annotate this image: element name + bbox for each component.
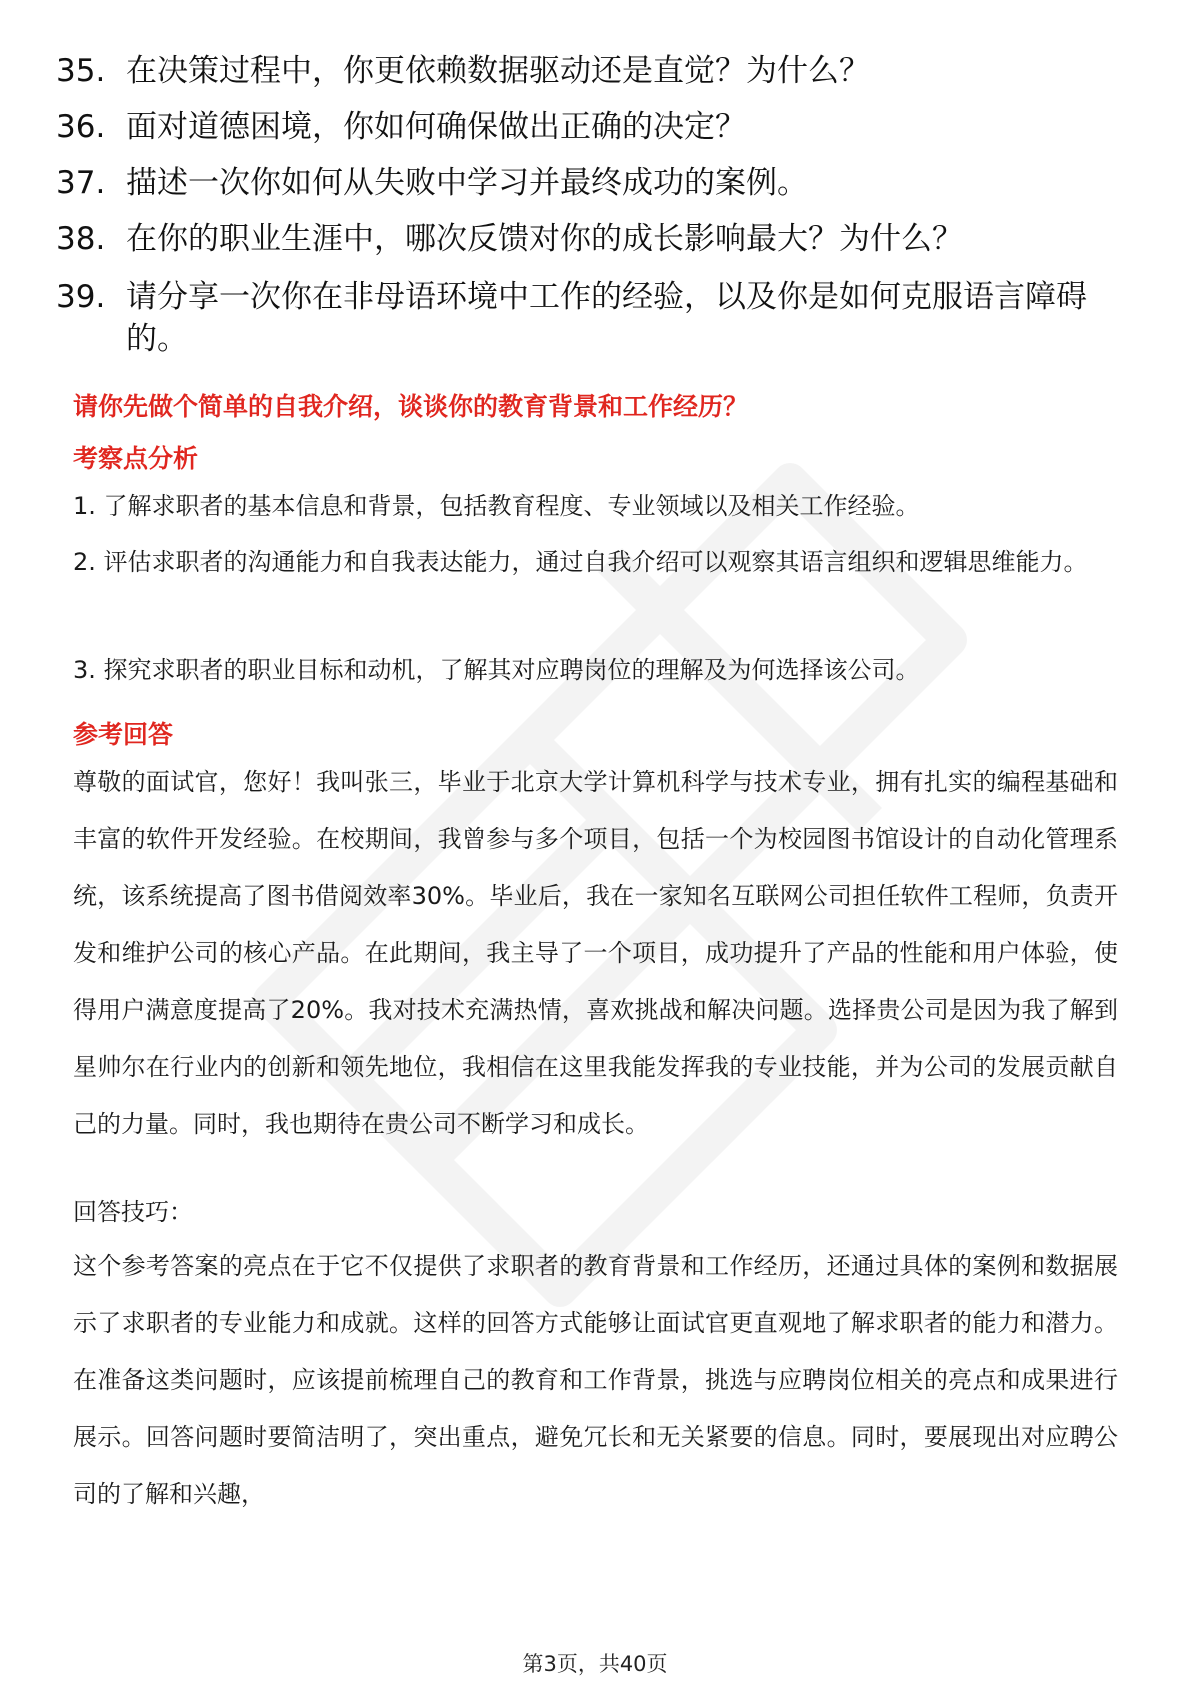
question-item-35 [56, 50, 1116, 92]
analysis-point: 2. 评估求职者的沟通能力和自我表达能力，通过自我介绍可以观察其语言组织和逻辑思维能力。 [73, 548, 1088, 576]
tips-text: 这个参考答案的亮点在于它不仅提供了求职者的教育背景和工作经历，还通过具体的案例和数据展示了求职者的专业能力和成就。这样的回答方式能够让面试官更直观地了解求职者的能力和潜力。在准备这类问题时，应该提前梳理自己的教育和工作背景，挑选与应聘岗位相关的亮点和成果进行展示。回答问题时要简洁明了，突出重点，避免冗长和无关紧要的信息。同时，要展现出对应聘公司的了解和兴趣， [73, 1252, 1118, 1508]
analysis-point: 1. 了解求职者的基本信息和背景，包括教育程度、专业领域以及相关工作经验。 [73, 492, 920, 520]
question-number: 36. [56, 109, 106, 145]
reference-answer: 尊敬的面试官，您好！我叫张三，毕业于北京大学计算机科学与技术专业，拥有扎实的编程基础和丰富的软件开发经验。在校期间，我曾参与多个项目，包括一个为校园图书馆设计的自动化管理系统，该系统提高了图书借阅效率30%。毕业后，我在一家知名互联网公司担任软件工程师，负责开发和维护公司的核心产品。在此期间，我主导了一个项目，成功提升了产品的性能和用户体验，使得用户满意度提高了20%。我对技术充满热情，喜欢挑战和解决问题。选择贵公司是因为我了解到星帅尔在行业内的创新和领先地位，我相信在这里我能发挥我的专业技能，并为公司的发展贡献自己的力量。同时，我也期待在贵公司不断学习和成长。 [73, 768, 1118, 1138]
tips-label: 回答技巧： [73, 1198, 193, 1226]
page-number: 第3页，共40页 [522, 1652, 668, 1676]
question-item-39 [56, 276, 1116, 357]
question-number: 38. [56, 221, 106, 257]
question-text: 在决策过程中，你更依赖数据驱动还是直觉？为什么？ [126, 53, 870, 89]
question-item-37 [56, 162, 1116, 204]
question-number: 39. [56, 279, 106, 315]
question-item-36 [56, 106, 1116, 148]
analysis-heading: 考察点分析 [73, 444, 199, 473]
answer-heading: 参考回答 [73, 720, 174, 749]
question-number: 37. [56, 165, 106, 201]
question-item-38 [56, 218, 1116, 260]
analysis-point: 3. 探究求职者的职业目标和动机，了解其对应聘岗位的理解及为何选择该公司。 [73, 656, 920, 684]
interview-question-title: 请你先做个简单的自我介绍，谈谈你的教育背景和工作经历？ [73, 392, 749, 421]
question-text: 在你的职业生涯中，哪次反馈对你的成长影响最大？为什么？ [126, 221, 963, 257]
question-number: 35. [56, 53, 106, 89]
question-text: 请分享一次你在非母语环境中工作的经验，以及你是如何克服语言障碍的。 [126, 279, 1087, 357]
question-text: 面对道德困境，你如何确保做出正确的决定？ [126, 109, 746, 145]
question-text: 描述一次你如何从失败中学习并最终成功的案例。 [126, 165, 808, 201]
